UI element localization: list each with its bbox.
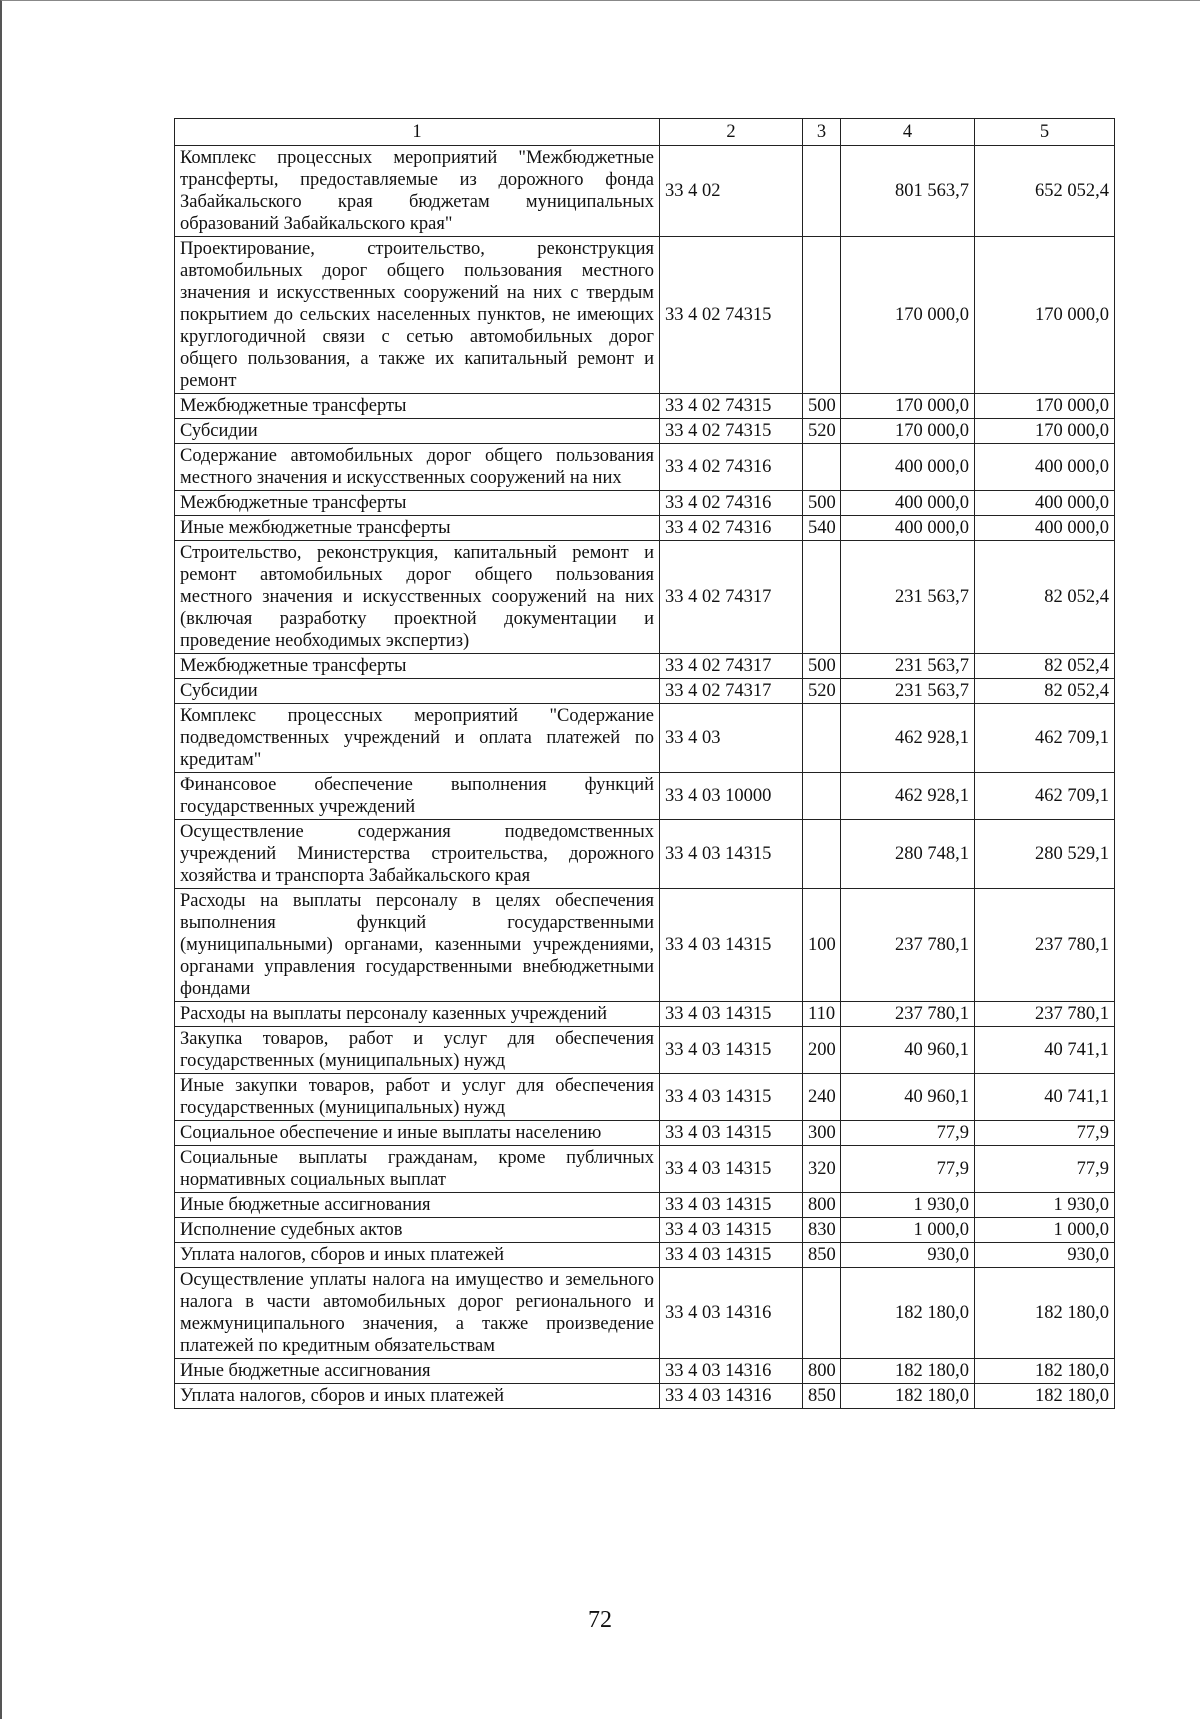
row-amount-col5: 77,9 xyxy=(975,1146,1115,1193)
row-amount-col4: 231 563,7 xyxy=(841,541,975,654)
row-amount-col4: 40 960,1 xyxy=(841,1027,975,1074)
row-expense-type: 850 xyxy=(803,1384,841,1409)
row-name: Финансовое обеспечение выполнения функций государственных учреждений xyxy=(175,773,660,820)
row-amount-col5: 652 052,4 xyxy=(975,146,1115,237)
row-name: Межбюджетные трансферты xyxy=(175,654,660,679)
row-amount-col4: 170 000,0 xyxy=(841,419,975,444)
row-amount-col4: 77,9 xyxy=(841,1121,975,1146)
row-amount-col4: 400 000,0 xyxy=(841,516,975,541)
row-name: Проектирование, строительство, реконструкция автомобильных дорог общего пользования местного значения и искусственных сооружений на них с твердым покрытием до сельских населенных пунктов, не имеющих круглогодичной связи с сетью автомобильных дорог общего пользования, а также их капитальный ремонт и ремонт xyxy=(175,237,660,394)
table-row xyxy=(175,1121,1115,1146)
row-name: Закупка товаров, работ и услуг для обеспечения государственных (муниципальных) нужд xyxy=(175,1027,660,1074)
row-amount-col5: 462 709,1 xyxy=(975,704,1115,773)
row-amount-col5: 182 180,0 xyxy=(975,1384,1115,1409)
table-row xyxy=(175,444,1115,491)
row-expense-type: 500 xyxy=(803,394,841,419)
row-amount-col4: 237 780,1 xyxy=(841,889,975,1002)
row-expense-type: 540 xyxy=(803,516,841,541)
table-row xyxy=(175,516,1115,541)
row-name: Содержание автомобильных дорог общего пользования местного значения и искусственных сооружений на них xyxy=(175,444,660,491)
row-amount-col5: 82 052,4 xyxy=(975,541,1115,654)
row-name: Уплата налогов, сборов и иных платежей xyxy=(175,1243,660,1268)
table-row xyxy=(175,1146,1115,1193)
row-expense-type: 110 xyxy=(803,1002,841,1027)
row-name: Иные бюджетные ассигнования xyxy=(175,1193,660,1218)
table-row xyxy=(175,1002,1115,1027)
row-amount-col5: 400 000,0 xyxy=(975,444,1115,491)
row-code: 33 4 03 14315 xyxy=(660,1074,803,1121)
row-code: 33 4 03 14315 xyxy=(660,1146,803,1193)
header-col-2: 2 xyxy=(660,119,803,146)
row-name: Комплекс процессных мероприятий "Содержание подведомственных учреждений и оплата платежей по кредитам" xyxy=(175,704,660,773)
row-expense-type: 200 xyxy=(803,1027,841,1074)
table-row xyxy=(175,679,1115,704)
row-name: Расходы на выплаты персоналу в целях обеспечения выполнения функций государственными (муниципальными) органами, казенными учреждениями, органами управления государственными внебюджетными фондами xyxy=(175,889,660,1002)
row-amount-col5: 40 741,1 xyxy=(975,1027,1115,1074)
row-expense-type: 800 xyxy=(803,1193,841,1218)
table-row xyxy=(175,1359,1115,1384)
row-expense-type: 240 xyxy=(803,1074,841,1121)
row-amount-col4: 231 563,7 xyxy=(841,679,975,704)
row-code: 33 4 02 74317 xyxy=(660,654,803,679)
row-code: 33 4 03 14315 xyxy=(660,820,803,889)
table-row xyxy=(175,237,1115,394)
row-name: Комплекс процессных мероприятий "Межбюджетные трансферты, предоставляемые из дорожного фонда Забайкальского края бюджетам муниципальных образований Забайкальского края" xyxy=(175,146,660,237)
row-amount-col4: 182 180,0 xyxy=(841,1268,975,1359)
row-name: Социальные выплаты гражданам, кроме публичных нормативных социальных выплат xyxy=(175,1146,660,1193)
row-expense-type xyxy=(803,541,841,654)
row-code: 33 4 02 74315 xyxy=(660,394,803,419)
row-amount-col5: 82 052,4 xyxy=(975,654,1115,679)
row-name: Осуществление содержания подведомственных учреждений Министерства строительства, дорожного хозяйства и транспорта Забайкальского края xyxy=(175,820,660,889)
table-row xyxy=(175,820,1115,889)
row-amount-col4: 182 180,0 xyxy=(841,1384,975,1409)
row-name: Уплата налогов, сборов и иных платежей xyxy=(175,1384,660,1409)
header-row xyxy=(175,119,1115,146)
row-amount-col4: 801 563,7 xyxy=(841,146,975,237)
row-code: 33 4 03 14316 xyxy=(660,1268,803,1359)
table-row xyxy=(175,704,1115,773)
header-col-3: 3 xyxy=(803,119,841,146)
row-code: 33 4 02 74315 xyxy=(660,419,803,444)
row-expense-type xyxy=(803,1268,841,1359)
row-amount-col5: 182 180,0 xyxy=(975,1268,1115,1359)
row-name: Исполнение судебных актов xyxy=(175,1218,660,1243)
row-amount-col5: 77,9 xyxy=(975,1121,1115,1146)
row-amount-col4: 231 563,7 xyxy=(841,654,975,679)
row-amount-col4: 462 928,1 xyxy=(841,704,975,773)
row-code: 33 4 02 74317 xyxy=(660,541,803,654)
table-body xyxy=(175,146,1115,1409)
row-amount-col4: 280 748,1 xyxy=(841,820,975,889)
table-row xyxy=(175,654,1115,679)
table-row xyxy=(175,541,1115,654)
row-amount-col5: 170 000,0 xyxy=(975,419,1115,444)
row-amount-col5: 280 529,1 xyxy=(975,820,1115,889)
row-expense-type xyxy=(803,146,841,237)
row-amount-col4: 462 928,1 xyxy=(841,773,975,820)
row-code: 33 4 02 74315 xyxy=(660,237,803,394)
row-code: 33 4 03 14316 xyxy=(660,1384,803,1409)
row-expense-type: 520 xyxy=(803,679,841,704)
row-name: Иные бюджетные ассигнования xyxy=(175,1359,660,1384)
row-amount-col4: 930,0 xyxy=(841,1243,975,1268)
row-name: Иные межбюджетные трансферты xyxy=(175,516,660,541)
table-row xyxy=(175,1384,1115,1409)
row-expense-type: 320 xyxy=(803,1146,841,1193)
row-code: 33 4 03 xyxy=(660,704,803,773)
row-expense-type: 850 xyxy=(803,1243,841,1268)
table-row xyxy=(175,146,1115,237)
table-row xyxy=(175,1027,1115,1074)
row-amount-col5: 400 000,0 xyxy=(975,491,1115,516)
table-row xyxy=(175,491,1115,516)
row-amount-col4: 170 000,0 xyxy=(841,394,975,419)
row-amount-col5: 1 000,0 xyxy=(975,1218,1115,1243)
row-code: 33 4 02 74317 xyxy=(660,679,803,704)
row-code: 33 4 03 14315 xyxy=(660,1121,803,1146)
row-expense-type xyxy=(803,820,841,889)
row-expense-type: 800 xyxy=(803,1359,841,1384)
table-row xyxy=(175,773,1115,820)
header-col-1: 1 xyxy=(175,119,660,146)
row-amount-col5: 40 741,1 xyxy=(975,1074,1115,1121)
table-row xyxy=(175,394,1115,419)
row-expense-type: 300 xyxy=(803,1121,841,1146)
header-col-4: 4 xyxy=(841,119,975,146)
row-code: 33 4 02 74316 xyxy=(660,516,803,541)
row-amount-col4: 237 780,1 xyxy=(841,1002,975,1027)
row-name: Межбюджетные трансферты xyxy=(175,394,660,419)
row-amount-col4: 400 000,0 xyxy=(841,491,975,516)
row-amount-col5: 182 180,0 xyxy=(975,1359,1115,1384)
row-code: 33 4 03 14315 xyxy=(660,1027,803,1074)
row-amount-col5: 930,0 xyxy=(975,1243,1115,1268)
row-expense-type xyxy=(803,704,841,773)
row-amount-col5: 237 780,1 xyxy=(975,889,1115,1002)
row-amount-col4: 1 000,0 xyxy=(841,1218,975,1243)
row-expense-type xyxy=(803,773,841,820)
table-row xyxy=(175,1243,1115,1268)
row-expense-type: 500 xyxy=(803,654,841,679)
row-name: Межбюджетные трансферты xyxy=(175,491,660,516)
row-name: Осуществление уплаты налога на имущество и земельного налога в части автомобильных дорог регионального и межмуниципального значения, а также произведение платежей по кредитным обязательствам xyxy=(175,1268,660,1359)
row-code: 33 4 03 14315 xyxy=(660,1002,803,1027)
row-amount-col4: 1 930,0 xyxy=(841,1193,975,1218)
row-amount-col5: 170 000,0 xyxy=(975,394,1115,419)
row-code: 33 4 03 14315 xyxy=(660,1218,803,1243)
page-number: 72 xyxy=(588,1607,612,1633)
row-code: 33 4 03 14315 xyxy=(660,1193,803,1218)
row-expense-type: 830 xyxy=(803,1218,841,1243)
row-amount-col5: 1 930,0 xyxy=(975,1193,1115,1218)
row-name: Субсидии xyxy=(175,419,660,444)
row-expense-type xyxy=(803,237,841,394)
row-name: Субсидии xyxy=(175,679,660,704)
header-col-5: 5 xyxy=(975,119,1115,146)
row-name: Строительство, реконструкция, капитальный ремонт и ремонт автомобильных дорог общего пользования местного значения и искусственных сооружений на них (включая разработку проектной документации и проведение необходимых экспертиз) xyxy=(175,541,660,654)
row-code: 33 4 02 74316 xyxy=(660,444,803,491)
row-code: 33 4 03 14316 xyxy=(660,1359,803,1384)
row-amount-col4: 77,9 xyxy=(841,1146,975,1193)
row-amount-col5: 237 780,1 xyxy=(975,1002,1115,1027)
row-amount-col5: 170 000,0 xyxy=(975,237,1115,394)
row-expense-type: 520 xyxy=(803,419,841,444)
row-expense-type: 100 xyxy=(803,889,841,1002)
row-amount-col4: 400 000,0 xyxy=(841,444,975,491)
row-amount-col5: 400 000,0 xyxy=(975,516,1115,541)
row-amount-col4: 40 960,1 xyxy=(841,1074,975,1121)
row-code: 33 4 02 xyxy=(660,146,803,237)
row-name: Иные закупки товаров, работ и услуг для обеспечения государственных (муниципальных) нужд xyxy=(175,1074,660,1121)
table-row xyxy=(175,1074,1115,1121)
table-row xyxy=(175,419,1115,444)
row-code: 33 4 03 14315 xyxy=(660,889,803,1002)
budget-table xyxy=(174,118,1115,1409)
table-row xyxy=(175,1268,1115,1359)
row-code: 33 4 03 14315 xyxy=(660,1243,803,1268)
table-row xyxy=(175,1218,1115,1243)
table-row xyxy=(175,1193,1115,1218)
row-name: Социальное обеспечение и иные выплаты населению xyxy=(175,1121,660,1146)
row-code: 33 4 02 74316 xyxy=(660,491,803,516)
row-amount-col4: 182 180,0 xyxy=(841,1359,975,1384)
row-expense-type xyxy=(803,444,841,491)
table-row xyxy=(175,889,1115,1002)
row-amount-col4: 170 000,0 xyxy=(841,237,975,394)
row-name: Расходы на выплаты персоналу казенных учреждений xyxy=(175,1002,660,1027)
row-amount-col5: 462 709,1 xyxy=(975,773,1115,820)
row-amount-col5: 82 052,4 xyxy=(975,679,1115,704)
row-expense-type: 500 xyxy=(803,491,841,516)
row-code: 33 4 03 10000 xyxy=(660,773,803,820)
